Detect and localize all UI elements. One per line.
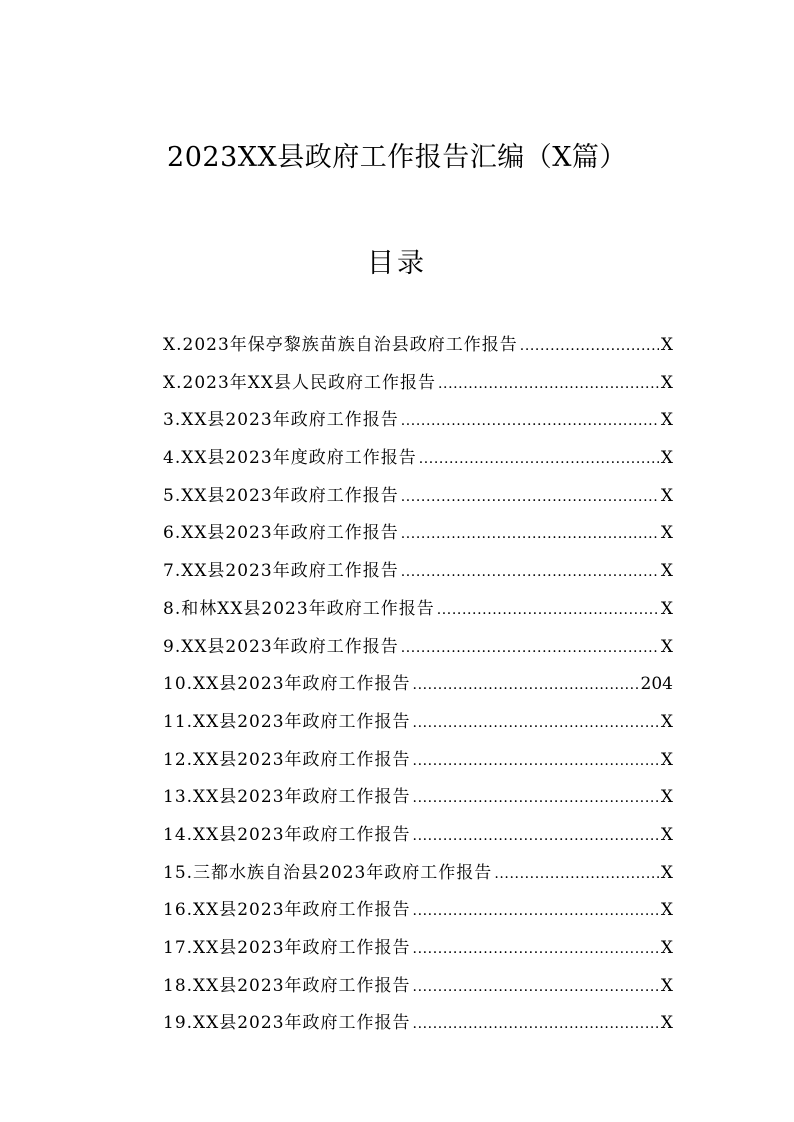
toc-entry[interactable]	[163, 594, 673, 632]
toc-leader-dots	[520, 338, 659, 354]
toc-entry[interactable]	[163, 518, 673, 556]
toc-entry-title: 3.XX县2023年政府工作报告	[163, 410, 399, 431]
toc-entry-title: 6.XX县2023年政府工作报告	[163, 523, 399, 544]
table-of-contents	[163, 330, 673, 1046]
toc-entry-page: X	[660, 335, 673, 355]
toc-entry-page: X	[660, 749, 673, 770]
toc-leader-dots	[413, 979, 659, 995]
toc-entry-page: X	[660, 711, 673, 732]
toc-entry[interactable]	[163, 858, 673, 896]
toc-entry-title: 15.三都水族自治县2023年政府工作报告	[163, 862, 493, 883]
toc-entry[interactable]	[163, 745, 673, 783]
toc-entry[interactable]	[163, 971, 673, 1009]
toc-entry-title: 18.XX县2023年政府工作报告	[163, 975, 411, 996]
toc-leader-dots	[413, 715, 659, 731]
toc-leader-dots	[413, 941, 659, 957]
toc-entry[interactable]	[163, 632, 673, 670]
toc-entry-page: X	[660, 448, 673, 469]
toc-leader-dots	[413, 790, 659, 806]
toc-entry-title: 10.XX县2023年政府工作报告	[163, 674, 411, 695]
toc-leader-dots	[401, 413, 659, 429]
toc-entry[interactable]	[163, 556, 673, 594]
toc-entry[interactable]	[163, 895, 673, 933]
toc-entry[interactable]	[163, 405, 673, 443]
toc-entry-page: X	[660, 787, 673, 808]
toc-entry[interactable]	[163, 443, 673, 481]
toc-entry-page: X	[660, 561, 673, 582]
toc-entry-page: X	[660, 410, 673, 431]
toc-entry-title: 9.XX县2023年政府工作报告	[163, 636, 399, 657]
toc-leader-dots	[401, 526, 659, 542]
toc-entry-title: 19.XX县2023年政府工作报告	[163, 1013, 411, 1034]
toc-heading: 目录	[367, 248, 427, 279]
toc-entry-page: X	[660, 824, 673, 845]
toc-entry-title: 8.和林XX县2023年政府工作报告	[163, 598, 435, 619]
toc-entry[interactable]	[163, 330, 673, 368]
toc-entry-page: X	[660, 636, 673, 657]
toc-entry-page: X	[660, 485, 673, 506]
toc-entry-title: 7.XX县2023年政府工作报告	[163, 561, 399, 582]
toc-leader-dots	[494, 866, 659, 882]
toc-entry[interactable]	[163, 820, 673, 858]
toc-entry[interactable]	[163, 1008, 673, 1046]
toc-entry-title: 16.XX县2023年政府工作报告	[163, 900, 411, 921]
toc-entry-title: X.2023年保亭黎族苗族自治县政府工作报告	[163, 335, 518, 355]
toc-entry-title: 5.XX县2023年政府工作报告	[163, 485, 399, 506]
toc-entry[interactable]	[163, 481, 673, 519]
toc-entry-title: 12.XX县2023年政府工作报告	[163, 749, 411, 770]
toc-entry-title: 14.XX县2023年政府工作报告	[163, 824, 411, 845]
toc-entry-title: 11.XX县2023年政府工作报告	[163, 711, 411, 732]
toc-leader-dots	[413, 753, 659, 769]
toc-entry-page: 204	[640, 674, 673, 695]
toc-leader-dots	[413, 828, 659, 844]
toc-entry-page: X	[660, 900, 673, 921]
toc-entry-page: X	[660, 1013, 673, 1034]
toc-leader-dots	[401, 564, 659, 580]
toc-entry-page: X	[660, 372, 673, 393]
toc-leader-dots	[401, 640, 659, 656]
toc-entry[interactable]	[163, 669, 673, 707]
toc-entry[interactable]	[163, 933, 673, 971]
toc-entry-page: X	[660, 598, 673, 619]
toc-leader-dots	[419, 451, 659, 467]
toc-entry-title: 17.XX县2023年政府工作报告	[163, 938, 411, 958]
toc-entry[interactable]	[163, 368, 673, 406]
toc-entry-page: X	[660, 862, 673, 883]
toc-entry-title: 13.XX县2023年政府工作报告	[163, 787, 411, 808]
toc-leader-dots	[438, 376, 659, 392]
toc-entry-page: X	[660, 523, 673, 544]
toc-leader-dots	[413, 903, 659, 919]
toc-entry-title: X.2023年XX县人民政府工作报告	[163, 372, 436, 393]
toc-entry-title: 4.XX县2023年度政府工作报告	[163, 448, 417, 469]
toc-entry[interactable]	[163, 707, 673, 745]
toc-leader-dots	[401, 489, 659, 505]
toc-entry-page: X	[660, 975, 673, 996]
toc-entry[interactable]	[163, 782, 673, 820]
toc-entry-page: X	[660, 938, 673, 958]
toc-leader-dots	[437, 602, 659, 618]
toc-leader-dots	[413, 677, 639, 693]
document-title: 2023XX县政府工作报告汇编（X篇）	[167, 142, 627, 173]
toc-leader-dots	[413, 1016, 659, 1032]
